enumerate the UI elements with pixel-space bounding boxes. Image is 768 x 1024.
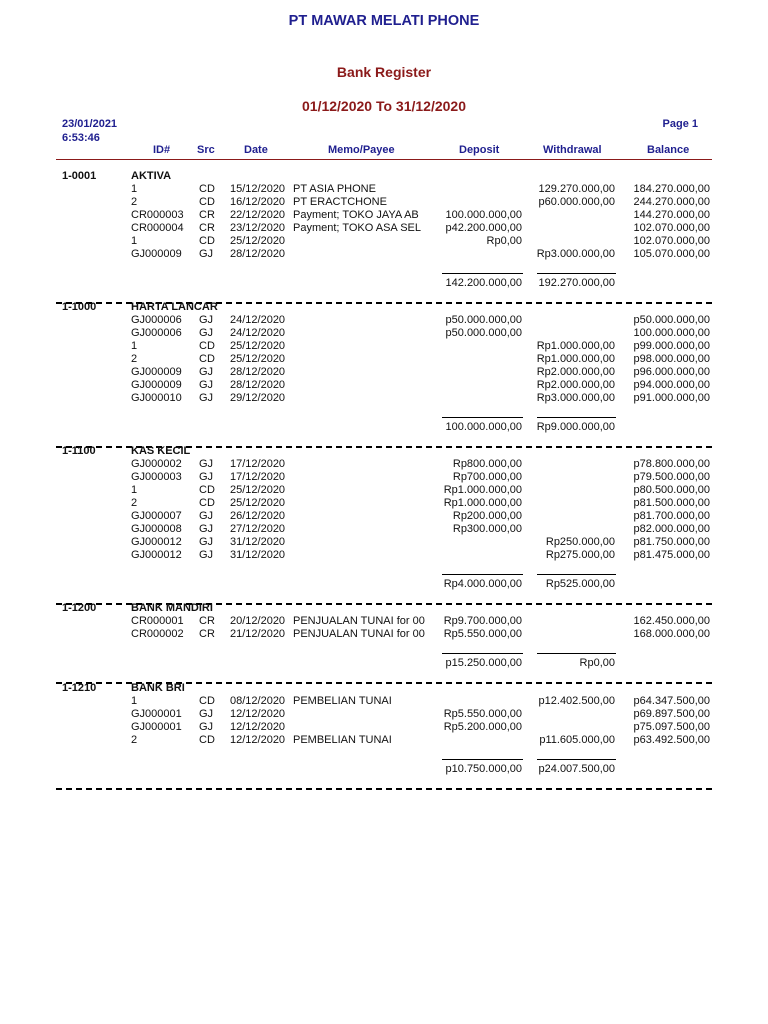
transaction-id: GJ000001 bbox=[131, 721, 182, 733]
transaction-withdrawal: 129.270.000,00 bbox=[538, 183, 615, 195]
transaction-id: 1 bbox=[131, 235, 138, 247]
transaction-row bbox=[56, 615, 712, 628]
transaction-src: CD bbox=[199, 695, 215, 707]
account-section bbox=[56, 445, 712, 590]
transaction-src: GJ bbox=[199, 458, 214, 470]
transaction-date: 31/12/2020 bbox=[230, 536, 286, 548]
transaction-balance: p81.475.000,00 bbox=[633, 549, 710, 561]
transaction-id: GJ000006 bbox=[131, 327, 182, 339]
account-section bbox=[56, 170, 712, 290]
transaction-balance: p78.800.000,00 bbox=[633, 458, 710, 470]
transaction-date: 28/12/2020 bbox=[230, 379, 286, 391]
transaction-src: GJ bbox=[199, 471, 214, 483]
total-withdrawal: 192.270.000,00 bbox=[538, 277, 615, 289]
transaction-row bbox=[56, 183, 712, 196]
transaction-date: 12/12/2020 bbox=[230, 721, 286, 733]
transaction-withdrawal: Rp250.000,00 bbox=[545, 536, 615, 548]
transaction-deposit: p42.200.000,00 bbox=[445, 222, 522, 234]
transaction-src: GJ bbox=[199, 510, 214, 522]
transaction-deposit: Rp5.550.000,00 bbox=[443, 708, 522, 720]
transaction-balance: 102.070.000,00 bbox=[633, 235, 710, 247]
col-memo: Memo/Payee bbox=[328, 144, 395, 156]
transaction-deposit: Rp1.000.000,00 bbox=[443, 484, 522, 496]
transaction-list bbox=[56, 314, 712, 405]
transaction-date: 22/12/2020 bbox=[230, 209, 286, 221]
report-title: Bank Register bbox=[336, 64, 432, 80]
transaction-row bbox=[56, 695, 712, 708]
transaction-id: CR000004 bbox=[131, 222, 184, 234]
transaction-src: CD bbox=[199, 484, 215, 496]
transaction-id: GJ000006 bbox=[131, 314, 182, 326]
total-deposit: p10.750.000,00 bbox=[445, 763, 522, 775]
transaction-row bbox=[56, 708, 712, 721]
col-balance: Balance bbox=[647, 144, 690, 156]
total-deposit: Rp4.000.000,00 bbox=[443, 578, 522, 590]
transaction-list bbox=[56, 615, 712, 641]
print-time: 6:53:46 bbox=[62, 132, 100, 144]
transaction-deposit: Rp0,00 bbox=[486, 235, 522, 247]
account-name: BANK BRI bbox=[131, 682, 185, 694]
transaction-date: 26/12/2020 bbox=[230, 510, 286, 522]
transaction-memo: Payment; TOKO ASA SEL bbox=[293, 222, 421, 234]
transaction-row bbox=[56, 721, 712, 734]
transaction-id: GJ000010 bbox=[131, 392, 182, 404]
page-number: Page 1 bbox=[662, 118, 698, 130]
transaction-date: 21/12/2020 bbox=[230, 628, 286, 640]
transaction-id: 2 bbox=[131, 353, 138, 365]
transaction-row bbox=[56, 536, 712, 549]
transaction-memo: PEMBELIAN TUNAI bbox=[293, 695, 392, 707]
withdrawal-total-rule bbox=[537, 417, 616, 418]
account-name: HARTA LANCAR bbox=[131, 301, 218, 313]
transaction-balance: p81.750.000,00 bbox=[633, 536, 710, 548]
transaction-id: 2 bbox=[131, 497, 138, 509]
transaction-date: 20/12/2020 bbox=[230, 615, 286, 627]
transaction-list bbox=[56, 183, 712, 261]
section-totals bbox=[56, 657, 712, 670]
transaction-balance: p81.500.000,00 bbox=[633, 497, 710, 509]
transaction-id: CR000001 bbox=[131, 615, 184, 627]
col-date: Date bbox=[244, 144, 268, 156]
transaction-withdrawal: Rp1.000.000,00 bbox=[536, 353, 615, 365]
transaction-src: CD bbox=[199, 183, 215, 195]
transaction-id: GJ000001 bbox=[131, 708, 182, 720]
account-number: 1-1100 bbox=[62, 445, 96, 457]
transaction-src: CD bbox=[199, 353, 215, 365]
transaction-balance: p81.700.000,00 bbox=[633, 510, 710, 522]
account-number: 1-1200 bbox=[62, 602, 97, 614]
account-number: 1-1210 bbox=[62, 682, 97, 694]
transaction-row bbox=[56, 222, 712, 235]
transaction-balance: p69.897.500,00 bbox=[633, 708, 710, 720]
transaction-date: 24/12/2020 bbox=[230, 314, 286, 326]
transaction-row bbox=[56, 458, 712, 471]
transaction-src: CD bbox=[199, 734, 215, 746]
transaction-id: GJ000002 bbox=[131, 458, 182, 470]
transaction-date: 27/12/2020 bbox=[230, 523, 286, 535]
transaction-date: 12/12/2020 bbox=[230, 708, 286, 720]
transaction-withdrawal: Rp2.000.000,00 bbox=[536, 379, 615, 391]
transaction-memo: PT ERACTCHONE bbox=[293, 196, 387, 208]
transaction-row bbox=[56, 484, 712, 497]
transaction-memo: PT ASIA PHONE bbox=[293, 183, 376, 195]
transaction-date: 25/12/2020 bbox=[230, 497, 286, 509]
transaction-row bbox=[56, 497, 712, 510]
transaction-id: GJ000012 bbox=[131, 536, 182, 548]
transaction-id: GJ000003 bbox=[131, 471, 182, 483]
total-deposit: p15.250.000,00 bbox=[445, 657, 522, 669]
transaction-deposit: Rp1.000.000,00 bbox=[443, 497, 522, 509]
transaction-src: CD bbox=[199, 340, 215, 352]
transaction-balance: p79.500.000,00 bbox=[633, 471, 710, 483]
transaction-balance: 100.000.000,00 bbox=[633, 327, 710, 339]
transaction-date: 24/12/2020 bbox=[230, 327, 286, 339]
transaction-withdrawal: Rp275.000,00 bbox=[545, 549, 615, 561]
transaction-id: GJ000009 bbox=[131, 366, 182, 378]
transaction-date: 29/12/2020 bbox=[230, 392, 286, 404]
section-totals bbox=[56, 421, 712, 434]
transaction-balance: p99.000.000,00 bbox=[633, 340, 710, 352]
transaction-date: 12/12/2020 bbox=[230, 734, 286, 746]
withdrawal-total-rule bbox=[537, 273, 616, 274]
transaction-src: CD bbox=[199, 235, 215, 247]
transaction-row bbox=[56, 340, 712, 353]
transaction-src: CD bbox=[199, 196, 215, 208]
transaction-deposit: 100.000.000,00 bbox=[445, 209, 522, 221]
transaction-date: 16/12/2020 bbox=[230, 196, 286, 208]
transaction-balance: p98.000.000,00 bbox=[633, 353, 710, 365]
print-date: 23/01/2021 bbox=[62, 118, 118, 130]
transaction-deposit: p50.000.000,00 bbox=[445, 314, 522, 326]
transaction-date: 28/12/2020 bbox=[230, 366, 286, 378]
transaction-id: GJ000008 bbox=[131, 523, 182, 535]
transaction-withdrawal: Rp1.000.000,00 bbox=[536, 340, 615, 352]
deposit-total-rule bbox=[442, 417, 523, 418]
transaction-balance: p80.500.000,00 bbox=[633, 484, 710, 496]
transaction-id: 2 bbox=[131, 196, 138, 208]
total-withdrawal: Rp9.000.000,00 bbox=[536, 421, 615, 433]
withdrawal-total-rule bbox=[537, 653, 616, 654]
transaction-row bbox=[56, 196, 712, 209]
deposit-total-rule bbox=[442, 759, 523, 760]
total-withdrawal: Rp525.000,00 bbox=[545, 578, 615, 590]
section-totals bbox=[56, 763, 712, 776]
transaction-row bbox=[56, 628, 712, 641]
transaction-deposit: Rp200.000,00 bbox=[452, 510, 522, 522]
transaction-list bbox=[56, 695, 712, 747]
transaction-src: GJ bbox=[199, 379, 214, 391]
transaction-balance: p63.492.500,00 bbox=[633, 734, 710, 746]
col-withdrawal: Withdrawal bbox=[543, 144, 602, 156]
section-totals bbox=[56, 578, 712, 591]
transaction-row bbox=[56, 734, 712, 747]
transaction-row bbox=[56, 235, 712, 248]
transaction-src: CR bbox=[199, 615, 215, 627]
transaction-date: 25/12/2020 bbox=[230, 484, 286, 496]
account-number: 1-0001 bbox=[62, 170, 97, 182]
account-section bbox=[56, 301, 712, 433]
transaction-date: 25/12/2020 bbox=[230, 353, 286, 365]
transaction-row bbox=[56, 510, 712, 523]
transaction-id: 1 bbox=[131, 695, 138, 707]
withdrawal-total-rule bbox=[537, 574, 616, 575]
transaction-id: 2 bbox=[131, 734, 138, 746]
transaction-deposit: Rp5.200.000,00 bbox=[443, 721, 522, 733]
col-src: Src bbox=[197, 144, 215, 156]
account-name: BANK MANDIRI bbox=[131, 602, 213, 614]
transaction-id: CR000002 bbox=[131, 628, 184, 640]
transaction-withdrawal: Rp3.000.000,00 bbox=[536, 392, 615, 404]
transaction-deposit: Rp800.000,00 bbox=[452, 458, 522, 470]
transaction-row bbox=[56, 248, 712, 261]
transaction-row bbox=[56, 523, 712, 536]
transaction-withdrawal: Rp2.000.000,00 bbox=[536, 366, 615, 378]
transaction-src: GJ bbox=[199, 366, 214, 378]
transaction-row bbox=[56, 314, 712, 327]
transaction-deposit: Rp700.000,00 bbox=[452, 471, 522, 483]
transaction-src: CD bbox=[199, 497, 215, 509]
transaction-date: 28/12/2020 bbox=[230, 248, 286, 260]
deposit-total-rule bbox=[442, 574, 523, 575]
column-header-row bbox=[56, 143, 712, 160]
transaction-deposit: Rp9.700.000,00 bbox=[443, 615, 522, 627]
col-id: ID# bbox=[153, 144, 171, 156]
account-section bbox=[56, 682, 712, 802]
transaction-date: 08/12/2020 bbox=[230, 695, 286, 707]
transaction-id: GJ000012 bbox=[131, 549, 182, 561]
account-name: KAS KECIL bbox=[131, 445, 191, 457]
transaction-balance: p50.000.000,00 bbox=[633, 314, 710, 326]
col-deposit: Deposit bbox=[459, 144, 500, 156]
transaction-date: 25/12/2020 bbox=[230, 340, 286, 352]
transaction-src: GJ bbox=[199, 314, 214, 326]
transaction-list bbox=[56, 458, 712, 562]
transaction-withdrawal: Rp3.000.000,00 bbox=[536, 248, 615, 260]
transaction-row bbox=[56, 353, 712, 366]
transaction-balance: p64.347.500,00 bbox=[633, 695, 710, 707]
transaction-src: GJ bbox=[199, 708, 214, 720]
transaction-date: 17/12/2020 bbox=[230, 471, 286, 483]
transaction-deposit: Rp300.000,00 bbox=[452, 523, 522, 535]
transaction-date: 31/12/2020 bbox=[230, 549, 286, 561]
transaction-deposit: Rp5.550.000,00 bbox=[443, 628, 522, 640]
transaction-withdrawal: p60.000.000,00 bbox=[538, 196, 615, 208]
transaction-balance: p82.000.000,00 bbox=[633, 523, 710, 535]
transaction-id: GJ000007 bbox=[131, 510, 182, 522]
transaction-date: 23/12/2020 bbox=[230, 222, 286, 234]
transaction-deposit: p50.000.000,00 bbox=[445, 327, 522, 339]
account-name: AKTIVA bbox=[131, 170, 172, 182]
transaction-row bbox=[56, 392, 712, 405]
total-deposit: 142.200.000,00 bbox=[445, 277, 522, 289]
transaction-id: GJ000009 bbox=[131, 379, 182, 391]
transaction-balance: p96.000.000,00 bbox=[633, 366, 710, 378]
report-period: 01/12/2020 To 31/12/2020 bbox=[302, 98, 466, 114]
transaction-id: CR000003 bbox=[131, 209, 184, 221]
transaction-src: GJ bbox=[199, 248, 214, 260]
transaction-date: 17/12/2020 bbox=[230, 458, 286, 470]
transaction-memo: Payment; TOKO JAYA AB bbox=[293, 209, 419, 221]
deposit-total-rule bbox=[442, 653, 523, 654]
transaction-row bbox=[56, 471, 712, 484]
transaction-id: 1 bbox=[131, 340, 138, 352]
section-totals bbox=[56, 277, 712, 290]
transaction-memo: PENJUALAN TUNAI for 00 bbox=[293, 628, 425, 640]
total-deposit: 100.000.000,00 bbox=[445, 421, 522, 433]
transaction-balance: p91.000.000,00 bbox=[633, 392, 710, 404]
transaction-balance: 184.270.000,00 bbox=[633, 183, 710, 195]
transaction-balance: p94.000.000,00 bbox=[633, 379, 710, 391]
transaction-id: 1 bbox=[131, 484, 138, 496]
transaction-row bbox=[56, 379, 712, 392]
transaction-balance: 105.070.000,00 bbox=[633, 248, 710, 260]
transaction-memo: PENJUALAN TUNAI for 00 bbox=[293, 615, 425, 627]
section-divider bbox=[56, 788, 712, 790]
transaction-balance: 102.070.000,00 bbox=[633, 222, 710, 234]
account-number: 1-1000 bbox=[62, 301, 97, 313]
transaction-src: CR bbox=[199, 222, 215, 234]
transaction-row bbox=[56, 549, 712, 562]
transaction-balance: 168.000.000,00 bbox=[633, 628, 710, 640]
total-withdrawal: p24.007.500,00 bbox=[538, 763, 615, 775]
transaction-src: GJ bbox=[199, 549, 214, 561]
transaction-row bbox=[56, 209, 712, 222]
transaction-date: 15/12/2020 bbox=[230, 183, 286, 195]
transaction-src: GJ bbox=[199, 392, 214, 404]
transaction-balance: p75.097.500,00 bbox=[633, 721, 710, 733]
withdrawal-total-rule bbox=[537, 759, 616, 760]
transaction-src: GJ bbox=[199, 721, 214, 733]
transaction-id: 1 bbox=[131, 183, 138, 195]
transaction-balance: 144.270.000,00 bbox=[633, 209, 710, 221]
transaction-src: GJ bbox=[199, 327, 214, 339]
transaction-withdrawal: p11.605.000,00 bbox=[539, 734, 615, 746]
transaction-row bbox=[56, 327, 712, 340]
deposit-total-rule bbox=[442, 273, 523, 274]
transaction-src: GJ bbox=[199, 523, 214, 535]
transaction-src: CR bbox=[199, 209, 215, 221]
total-withdrawal: Rp0,00 bbox=[579, 657, 615, 669]
transaction-memo: PEMBELIAN TUNAI bbox=[293, 734, 392, 746]
transaction-withdrawal: p12.402.500,00 bbox=[538, 695, 615, 707]
transaction-id: GJ000009 bbox=[131, 248, 182, 260]
transaction-balance: 244.270.000,00 bbox=[633, 196, 710, 208]
transaction-balance: 162.450.000,00 bbox=[633, 615, 710, 627]
company-name: PT MAWAR MELATI PHONE bbox=[288, 13, 480, 29]
transaction-date: 25/12/2020 bbox=[230, 235, 286, 247]
transaction-src: CR bbox=[199, 628, 215, 640]
transaction-src: GJ bbox=[199, 536, 214, 548]
transaction-row bbox=[56, 366, 712, 379]
